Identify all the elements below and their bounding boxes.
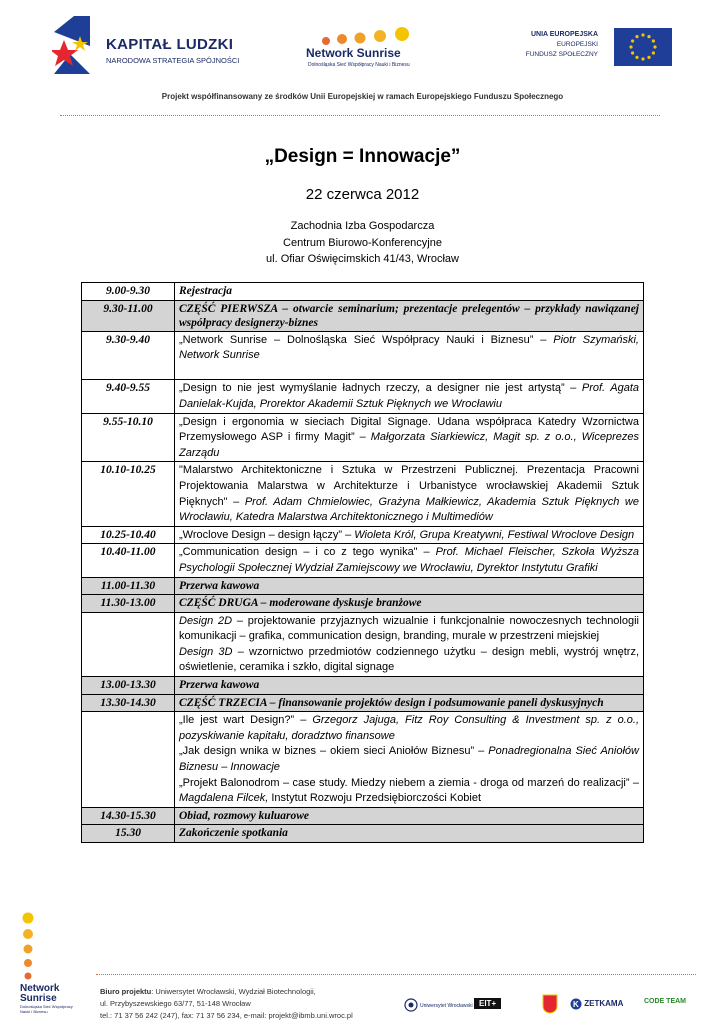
panel-label: Design 3D — [179, 645, 233, 658]
agenda-item — [175, 612, 644, 676]
panel-text: – wzornictwo przedmiotów codziennego użytku – design mebli, wystrój wnętrz, oświetlenie, ceramika i szkło, digital signage — [179, 645, 640, 674]
venue-line1: Zachodnia Izba Gospodarcza — [290, 220, 435, 232]
agenda-time: 10.40-11.00 — [82, 544, 175, 577]
agenda-break: Obiad, rozmowy kuluarowe — [175, 807, 644, 825]
table-row — [82, 526, 644, 544]
footer-divider — [96, 974, 696, 975]
agenda-closing: Zakończenie spotkania — [175, 825, 644, 843]
agenda-time: 10.10-10.25 — [82, 462, 175, 526]
uwr-seal-icon — [404, 998, 418, 1012]
kapital-ludzki-title: KAPITAŁ LUDZKI — [106, 36, 234, 53]
table-row — [82, 283, 644, 301]
eu-logo — [514, 28, 664, 70]
svg-text:K: K — [573, 1000, 579, 1009]
agenda-time: 13.00-13.30 — [82, 677, 175, 695]
agenda-item — [175, 331, 644, 380]
talk-speaker: Ponadregionalna Sieć Aniołów Biznesu – Innowacje — [179, 745, 639, 774]
talk-speaker: Grzegorz Jajuga, Fitz Roy Consulting & Investment sp. z o.o., pozyskiwanie kapitału, doradztwo finansowe — [179, 714, 640, 742]
eu-text — [514, 30, 598, 60]
office-label: Biuro projektu — [100, 987, 152, 996]
agenda-time: 9.30-11.00 — [82, 300, 175, 331]
agenda-item — [175, 526, 644, 544]
talk-title: „Ile jest wart Design?” – — [179, 714, 313, 727]
partner-uwr-label: Uniwersytet Wrocławski — [419, 1002, 473, 1009]
table-row — [82, 612, 644, 676]
agenda-time: 9.40-9.55 — [82, 380, 175, 413]
talk-speaker: Prof. Agata Danielak-Kujda, Prorektor Akademii Sztuk Pięknych we Wrocławiu — [179, 382, 640, 410]
sunrise-dots-icon — [320, 26, 420, 46]
venue — [0, 218, 725, 268]
agenda-time: 13.30-14.30 — [82, 694, 175, 712]
eu-flag-icon — [614, 28, 672, 66]
talk-title: "Malarstwo Architektoniczne i Sztuka w Przestrzeni Publicznej. Prezentacja Pracowni Projektowania Malarstwa w Architekturze i Urbanistyce wrocławskiej Akademii Sztuk Pięknych" – — [179, 464, 639, 508]
contact-line: tel.: 71 37 56 242 (247), fax: 71 37 56 234, e-mail: projekt@ibmb.uni.wroc.pl — [100, 1011, 353, 1020]
footer-ns-subtitle: Dolnośląska Sieć Współpracy Nauki i Biznesu — [20, 1004, 73, 1014]
agenda-item — [175, 544, 644, 577]
talk-speaker: Małgorzata Siarkiewicz, Magit sp. z o.o., Wiceprezes Zarządu — [179, 431, 639, 459]
table-row — [82, 544, 644, 577]
footer-network-sunrise-logo — [20, 984, 80, 1014]
talk-title: „Network Sunrise – Dolnośląska Sieć Współpracy Nauki i Biznesu” – — [179, 333, 554, 346]
agenda-time — [82, 612, 175, 676]
kapital-ludzki-star-icon — [52, 16, 92, 76]
partner-zetkama-logo — [570, 998, 623, 1010]
partner-eit-logo: EIT+ — [474, 998, 501, 1009]
agenda-time: 9.30-9.40 — [82, 331, 175, 380]
agenda-time: 9.00-9.30 — [82, 283, 175, 301]
agenda-item — [175, 712, 644, 808]
talk-speaker: Piotr Szymański, Network Sunrise — [179, 333, 639, 362]
venue-line3: ul. Ofiar Oświęcimskich 41/43, Wrocław — [266, 253, 459, 265]
table-row — [82, 712, 644, 808]
partner-logos — [404, 992, 709, 1020]
eu-line3: FUNDUSZ SPOŁECZNY — [525, 51, 598, 58]
table-row — [82, 825, 644, 843]
network-sunrise-title: Network Sunrise — [306, 46, 401, 60]
talk-affiliation: Instytut Rozwoju Przedsiębiorczości Kobiet — [268, 792, 482, 805]
agenda-item: Rejestracja — [175, 283, 644, 301]
partner-zetkama-label: ZETKAMA — [584, 999, 624, 1009]
talk-title: „Wroclove Design – design łączy” – — [179, 528, 355, 541]
table-row — [82, 595, 644, 613]
talk-speaker: Magdalena Filcek, — [179, 792, 269, 805]
agenda-section-heading: CZĘŚĆ PIERWSZA – otwarcie seminarium; prezentacje prelegentów – przykłady nawiązanej współpracy designerzy-biznes — [175, 300, 644, 331]
agenda-time: 11.00-11.30 — [82, 577, 175, 595]
network-sunrise-subtitle: Dolnośląska Sieć Współpracy Nauki i Biznesu — [308, 62, 410, 68]
footer-ns-title: Network Sunrise — [20, 983, 60, 1004]
agenda-time: 11.30-13.00 — [82, 595, 175, 613]
venue-line2: Centrum Biurowo-Konferencyjne — [283, 236, 442, 249]
agenda-break: Przerwa kawowa — [175, 577, 644, 595]
table-row — [82, 300, 644, 331]
address-line: ul. Przybyszewskiego 63/77, 51-148 Wrocław — [100, 999, 251, 1008]
partner-uwr-logo — [404, 998, 473, 1012]
talk-speaker: Prof. Michael Fleischer, Szkoła Wyższa Psychologii Społecznej Wydział Zamiejscowy we Wrocławiu, Dyrektor Instytutu Grafiki — [179, 546, 639, 574]
header-divider — [60, 115, 660, 116]
agenda-item — [175, 413, 644, 462]
office-text: : Uniwersytet Wrocławski, Wydział Biotechnologii, — [151, 987, 316, 996]
table-row — [82, 807, 644, 825]
partner-codeteam-logo: CODE TEAM — [644, 998, 686, 1005]
panel-text: – projektowanie przyjaznych wizualnie i funkcjonalnie nowoczesnych technologii komunikacji – grafika, communication design, branding, murale w przestrzeni miejskiej — [179, 614, 639, 643]
footer-sunrise-dots-icon — [20, 912, 36, 982]
agenda-item — [175, 380, 644, 413]
talk-speaker: Prof. Adam Chmielowiec, Grażyna Małkiewicz, Akademia Sztuk Pięknych we Wrocławiu, Katedra Malarstwa Architektonicznego i Multimediów — [179, 495, 639, 524]
table-row — [82, 413, 644, 462]
talk-title: „Design i ergonomia w sieciach Digital Signage. Udana współpraca Katedry Wzornictwa Przemysłowego ASP i firmy Magit” – — [179, 415, 639, 444]
eu-line2: EUROPEJSKI — [556, 41, 598, 48]
kapital-ludzki-logo — [52, 16, 252, 80]
agenda-break: Przerwa kawowa — [175, 677, 644, 695]
agenda-time — [82, 712, 175, 808]
talk-title: „Design to nie jest wymyślanie ładnych rzeczy, a designer nie jest artystą” – — [179, 382, 582, 395]
table-row — [82, 694, 644, 712]
event-date: 22 czerwca 2012 — [305, 186, 420, 203]
network-sunrise-logo — [306, 26, 416, 76]
agenda-section-heading: CZĘŚĆ TRZECIA – finansowanie projektów design i podsumowanie paneli dyskusyjnych — [175, 694, 644, 712]
table-row — [82, 577, 644, 595]
agenda-time: 15.30 — [82, 825, 175, 843]
table-row — [82, 677, 644, 695]
zetkama-icon — [570, 998, 582, 1010]
agenda-time: 10.25-10.40 — [82, 526, 175, 544]
kapital-ludzki-subtitle: NARODOWA STRATEGIA SPÓJNOŚCI — [106, 56, 240, 65]
agenda-time: 14.30-15.30 — [82, 807, 175, 825]
agenda-item — [175, 462, 644, 526]
talk-title: „Jak design wnika w biznes – okiem sieci Aniołów Biznesu” – — [179, 745, 489, 758]
agenda-time: 9.55-10.10 — [82, 413, 175, 462]
talk-title: „Communication design – i co z tego wynika" – — [179, 546, 436, 559]
table-row — [82, 331, 644, 380]
panel-label: Design 2D — [179, 614, 233, 627]
talk-title: „Projekt Balonodrom – case study. Miedzy niebem a ziemia - droga od marzeń do realizacji” – — [179, 776, 639, 789]
agenda-table — [81, 282, 644, 843]
cofinance-note: Projekt współfinansowany ze środków Unii Europejskiej w ramach Europejskiego Funduszu Społecznego — [161, 92, 564, 101]
partner-crest-icon — [542, 994, 558, 1014]
page-title: „Design = Innowacje” — [264, 146, 461, 167]
footer-address — [100, 986, 353, 1022]
eu-line1: UNIA EUROPEJSKA — [530, 31, 598, 38]
talk-speaker: Wioleta Król, Grupa Kreatywni, Festiwal Wroclove Design — [354, 528, 635, 541]
agenda-section-heading: CZĘŚĆ DRUGA – moderowane dyskusje branżowe — [175, 595, 644, 613]
table-row — [82, 380, 644, 413]
table-row — [82, 462, 644, 526]
office-line — [100, 986, 353, 998]
